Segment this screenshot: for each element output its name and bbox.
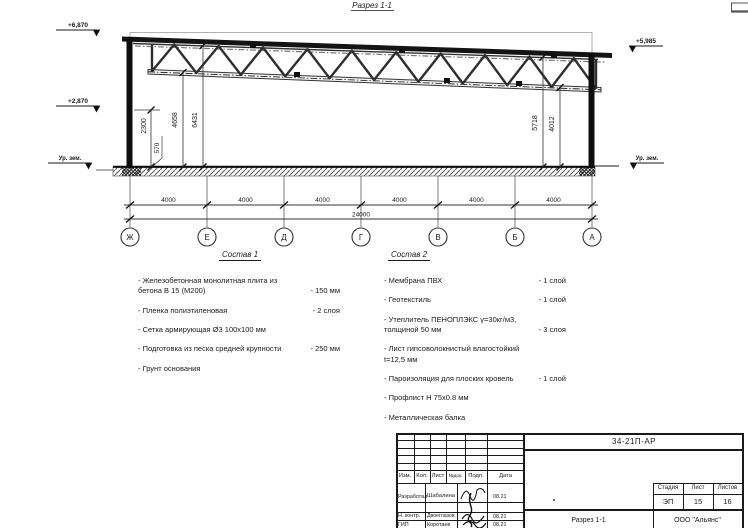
bay-dim: 4000 [392, 197, 407, 204]
section-title-text: Разрез 1-1 [352, 1, 392, 10]
composition-2-list [384, 276, 566, 432]
list-item: - Геотекстиль - 1 слой [384, 295, 566, 305]
bay-dim: 4000 [161, 197, 176, 204]
dim-6431: 6431 [192, 112, 199, 128]
elevation-value: Ур. зем. [635, 156, 659, 162]
elevation-value: +2,870 [67, 98, 89, 105]
axis-label: Б [512, 233, 518, 242]
axis-label: Е [204, 233, 210, 242]
stamp-role: Н. контр. [398, 513, 421, 519]
stamp-name: Шабалина [427, 493, 455, 499]
frame-corner [731, 3, 748, 12]
list-item: - Сетка армирующая Ø3 100х100 мм [138, 325, 266, 335]
axis-label: Г [358, 233, 364, 242]
composition-1-list [138, 276, 340, 383]
stamp-col-podp: Подп. [468, 473, 484, 479]
stamp-role: Разработал [398, 494, 428, 500]
sheet-value: 15 [693, 497, 703, 506]
stamp-col-ndok: №док. [448, 474, 463, 479]
elevation-value: +5,985 [635, 38, 657, 45]
right-column [589, 53, 595, 168]
elevation-mark-mid-left [56, 98, 100, 113]
sheets-value: 16 [723, 497, 732, 506]
stage-value: ЭП [662, 497, 674, 506]
stamp-name: Коротаев [427, 521, 451, 528]
sheet-header: Лист [691, 485, 705, 491]
list-item: - Утеплитель ПЕНОПЛЭКС γ=30кг/м3, толщиной 50 мм - 3 слоя [384, 314, 566, 335]
section-title [351, 1, 394, 11]
stage-header: Стадия [657, 485, 679, 491]
composition-1-title: Состав 1 [219, 250, 261, 261]
vertical-dimensions-left [134, 42, 207, 171]
elevation-flag-icon [629, 46, 636, 53]
stamp-col-data: Дата [499, 473, 512, 479]
stamp-drawing-title: Разрез 1-1 [571, 517, 606, 524]
elevation-flag-icon [630, 163, 637, 170]
bay-dim: 4000 [469, 197, 484, 204]
composition-2-title: Состав 2 [388, 250, 430, 261]
list-item: - Грунт основания [138, 363, 201, 373]
elevation-mark-top-right [629, 38, 663, 53]
sheets-header: Листов [717, 485, 738, 491]
list-item: - Мембрана ПВХ - 1 слой [384, 276, 566, 285]
dim-5718: 5718 [532, 115, 539, 131]
dim-2300: 2300 [141, 118, 148, 134]
list-item: - Металлическая балка [384, 412, 466, 422]
stray-dot [553, 499, 555, 501]
bay-dim: 4000 [238, 197, 253, 204]
elevation-mark-ground-left [48, 156, 92, 170]
list-item: - Профлист Н 75х0.8 мм [384, 393, 469, 403]
axis-label: В [435, 233, 441, 242]
list-item: - Пароизоляция для плоских кровель - 1 слой [384, 374, 566, 384]
stamp-name: Двоеглазов [427, 513, 455, 519]
list-item: - Пленка полиэтиленовая - 2 слоя [138, 305, 340, 315]
floor-slab [96, 166, 619, 176]
stamp-col-kol: Кол. [416, 473, 428, 479]
list-item: - Лист гипсоволокнистый влагостойкий t=12,5 мм [384, 344, 520, 364]
dimension-chain [124, 176, 598, 227]
left-column [127, 37, 133, 168]
stamp-role: ГИП [398, 521, 409, 528]
stamp-date: 08.21 [493, 522, 507, 528]
list-item: - Подготовка из песка средней крупности - 250 мм [138, 344, 340, 354]
roof-band [122, 37, 612, 63]
axis-label: Д [281, 233, 287, 242]
stamp-date: 08.21 [493, 494, 507, 500]
bay-dim: 4000 [315, 197, 330, 204]
stamp-company: ООО "Альянс" [674, 517, 721, 524]
dim-570: 570 [154, 142, 161, 154]
signature-scribble [458, 483, 488, 528]
elevation-mark-ground-right [630, 156, 664, 170]
elevation-value: Ур. зем. [58, 156, 82, 162]
stamp-col-list: Лист [431, 473, 445, 479]
list-item: - Железобетонная монолитная плита из бетона В 15 (М200) - 150 мм [138, 276, 340, 296]
elevation-flag-icon [85, 163, 92, 170]
elevation-value: +6,870 [67, 22, 89, 29]
axis-label: А [589, 233, 595, 242]
stamp-doc-number: 34-21П-АР [611, 437, 657, 446]
elevation-mark-top-left [56, 22, 100, 37]
dim-4658: 4658 [172, 112, 179, 128]
vertical-dimensions-right [540, 54, 564, 171]
bay-dim: 4000 [546, 197, 561, 204]
elevation-flag-icon [93, 30, 100, 37]
dim-4012: 4012 [549, 116, 556, 132]
title-block [396, 433, 746, 528]
total-dim: 24000 [351, 211, 371, 219]
stamp-col-izm: Изм. [398, 473, 412, 479]
axis-label: Ж [126, 233, 134, 242]
stamp-date: 08.21 [493, 513, 507, 520]
elevation-flag-icon [93, 106, 100, 113]
